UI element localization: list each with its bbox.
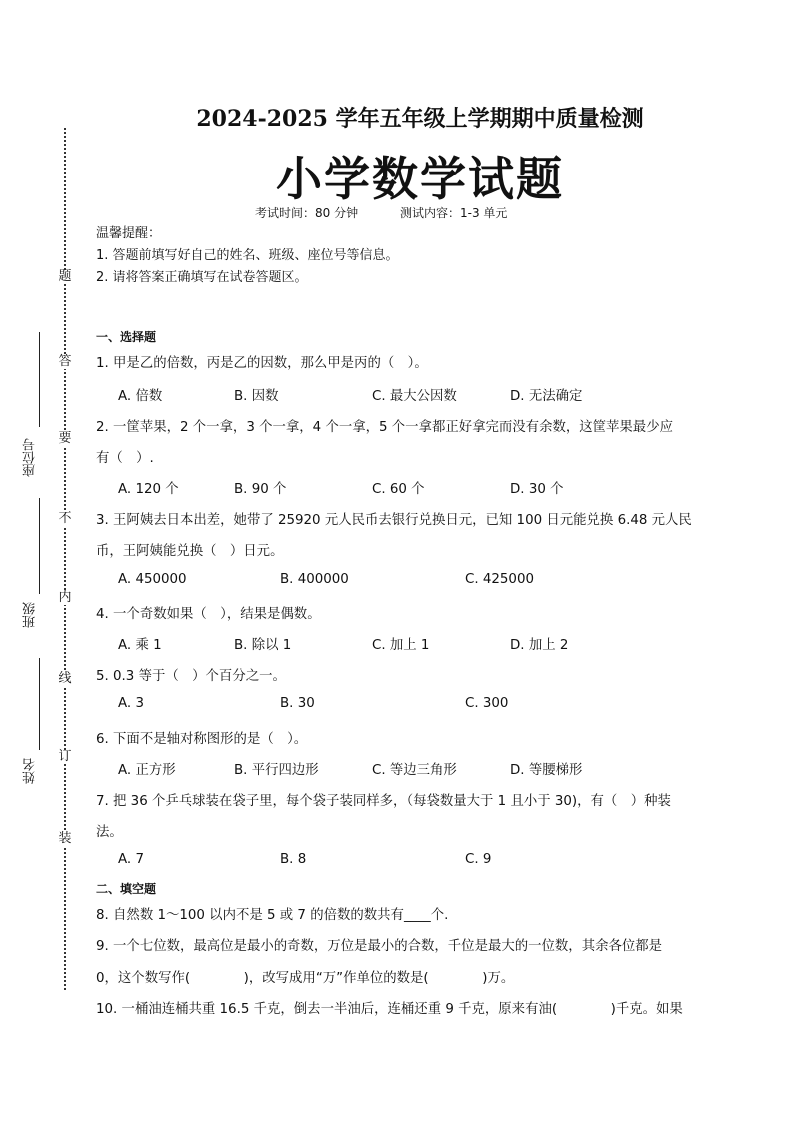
section-title: 一、选择题 bbox=[96, 330, 157, 344]
option-b: B. 8 bbox=[280, 852, 307, 867]
option-d: D. 等腰梯形 bbox=[510, 763, 583, 778]
class-label: 班级 bbox=[23, 602, 38, 628]
question-text: 2. 一筐苹果，2 个一拿，3 个一拿，4 个一拿，5 个一拿都正好拿完而没有余数，这筐苹果最少应 bbox=[96, 420, 673, 435]
option-c: C. 60 个 bbox=[372, 482, 425, 497]
exam-title: 2024-2025 学年五年级上学期期中质量检测 bbox=[196, 106, 644, 132]
option-c: C. 最大公因数 bbox=[372, 389, 457, 404]
seal-char: 题 bbox=[58, 269, 72, 284]
exam-time: 考试时间：80 分钟 bbox=[255, 206, 359, 220]
option-a: A. 倍数 bbox=[118, 389, 163, 404]
question-text: 有（ ）. bbox=[96, 451, 154, 466]
option-d: D. 加上 2 bbox=[510, 638, 569, 653]
option-a: A. 正方形 bbox=[118, 763, 176, 778]
option-d: D. 无法确定 bbox=[510, 389, 583, 404]
option-b: B. 90 个 bbox=[234, 482, 287, 497]
section-title: 二、填空题 bbox=[96, 882, 157, 896]
option-c: C. 300 bbox=[465, 696, 509, 711]
question-text: 3. 王阿姨去日本出差，她带了 25920 元人民币去银行兑换日元，已知 100 日元能兑换 6.48 元人民 bbox=[96, 513, 692, 528]
fill-question-text: 0，这个数写作( )，改写成用“万”作单位的数是( )万。 bbox=[96, 971, 515, 986]
name-line[interactable] bbox=[39, 658, 40, 750]
option-a: A. 7 bbox=[118, 852, 144, 867]
question-text: 4. 一个奇数如果（ ），结果是偶数。 bbox=[96, 607, 321, 622]
class-line[interactable] bbox=[39, 498, 40, 594]
option-a: A. 3 bbox=[118, 696, 144, 711]
tip-item: 1. 答题前填写好自己的姓名、班级、座位号等信息。 bbox=[96, 248, 399, 263]
seal-char: 内 bbox=[58, 590, 72, 605]
option-a: A. 450000 bbox=[118, 572, 187, 587]
seal-char: 装 bbox=[58, 831, 72, 846]
option-b: B. 除以 1 bbox=[234, 638, 292, 653]
question-text: 1. 甲是乙的倍数，丙是乙的因数，那么甲是丙的（ ）。 bbox=[96, 356, 428, 371]
seal-char: 要 bbox=[58, 431, 72, 446]
question-text: 5. 0.3 等于（ ）个百分之一。 bbox=[96, 669, 286, 684]
tip-item: 2. 请将答案正确填写在试卷答题区。 bbox=[96, 270, 308, 285]
fill-question-text: 8. 自然数 1～100 以内不是 5 或 7 的倍数的数共有____个. bbox=[96, 908, 449, 923]
seal-char: 线 bbox=[58, 671, 72, 686]
exam-subtitle: 小学数学试题 bbox=[276, 152, 564, 206]
seal-char: 不 bbox=[58, 511, 72, 526]
option-a: A. 乘 1 bbox=[118, 638, 162, 653]
seal-char: 答 bbox=[58, 354, 72, 369]
option-d: D. 30 个 bbox=[510, 482, 564, 497]
option-c: C. 9 bbox=[465, 852, 492, 867]
question-text: 币，王阿姨能兑换（ ）日元。 bbox=[96, 544, 284, 559]
question-text: 法。 bbox=[96, 825, 123, 840]
seat-number-line[interactable] bbox=[39, 332, 40, 427]
option-b: B. 因数 bbox=[234, 389, 279, 404]
option-b: B. 400000 bbox=[280, 572, 349, 587]
option-c: C. 等边三角形 bbox=[372, 763, 457, 778]
option-c: C. 425000 bbox=[465, 572, 534, 587]
name-label: 姓名 bbox=[23, 758, 38, 784]
fill-question-text: 9. 一个七位数，最高位是最小的奇数，万位是最小的合数，千位是最大的一位数，其余各位都是 bbox=[96, 939, 663, 954]
question-text: 6. 下面不是轴对称图形的是（ ）。 bbox=[96, 732, 308, 747]
option-c: C. 加上 1 bbox=[372, 638, 430, 653]
seat-number-label: 座位号 bbox=[23, 438, 38, 477]
tips-heading: 温馨提醒： bbox=[96, 226, 162, 241]
option-a: A. 120 个 bbox=[118, 482, 179, 497]
exam-content: 测试内容：1-3 单元 bbox=[400, 206, 508, 220]
question-text: 7. 把 36 个乒乓球装在袋子里，每个袋子装同样多，（每袋数量大于 1 且小于 30)，有（ ）种装 bbox=[96, 794, 671, 809]
fill-question-text: 10. 一桶油连桶共重 16.5 千克，倒去一半油后，连桶还重 9 千克，原来有油( )千克。如果 bbox=[96, 1002, 683, 1017]
binding-dotted-line bbox=[64, 128, 66, 990]
seal-char: 订 bbox=[58, 749, 72, 764]
option-b: B. 平行四边形 bbox=[234, 763, 319, 778]
option-b: B. 30 bbox=[280, 696, 315, 711]
